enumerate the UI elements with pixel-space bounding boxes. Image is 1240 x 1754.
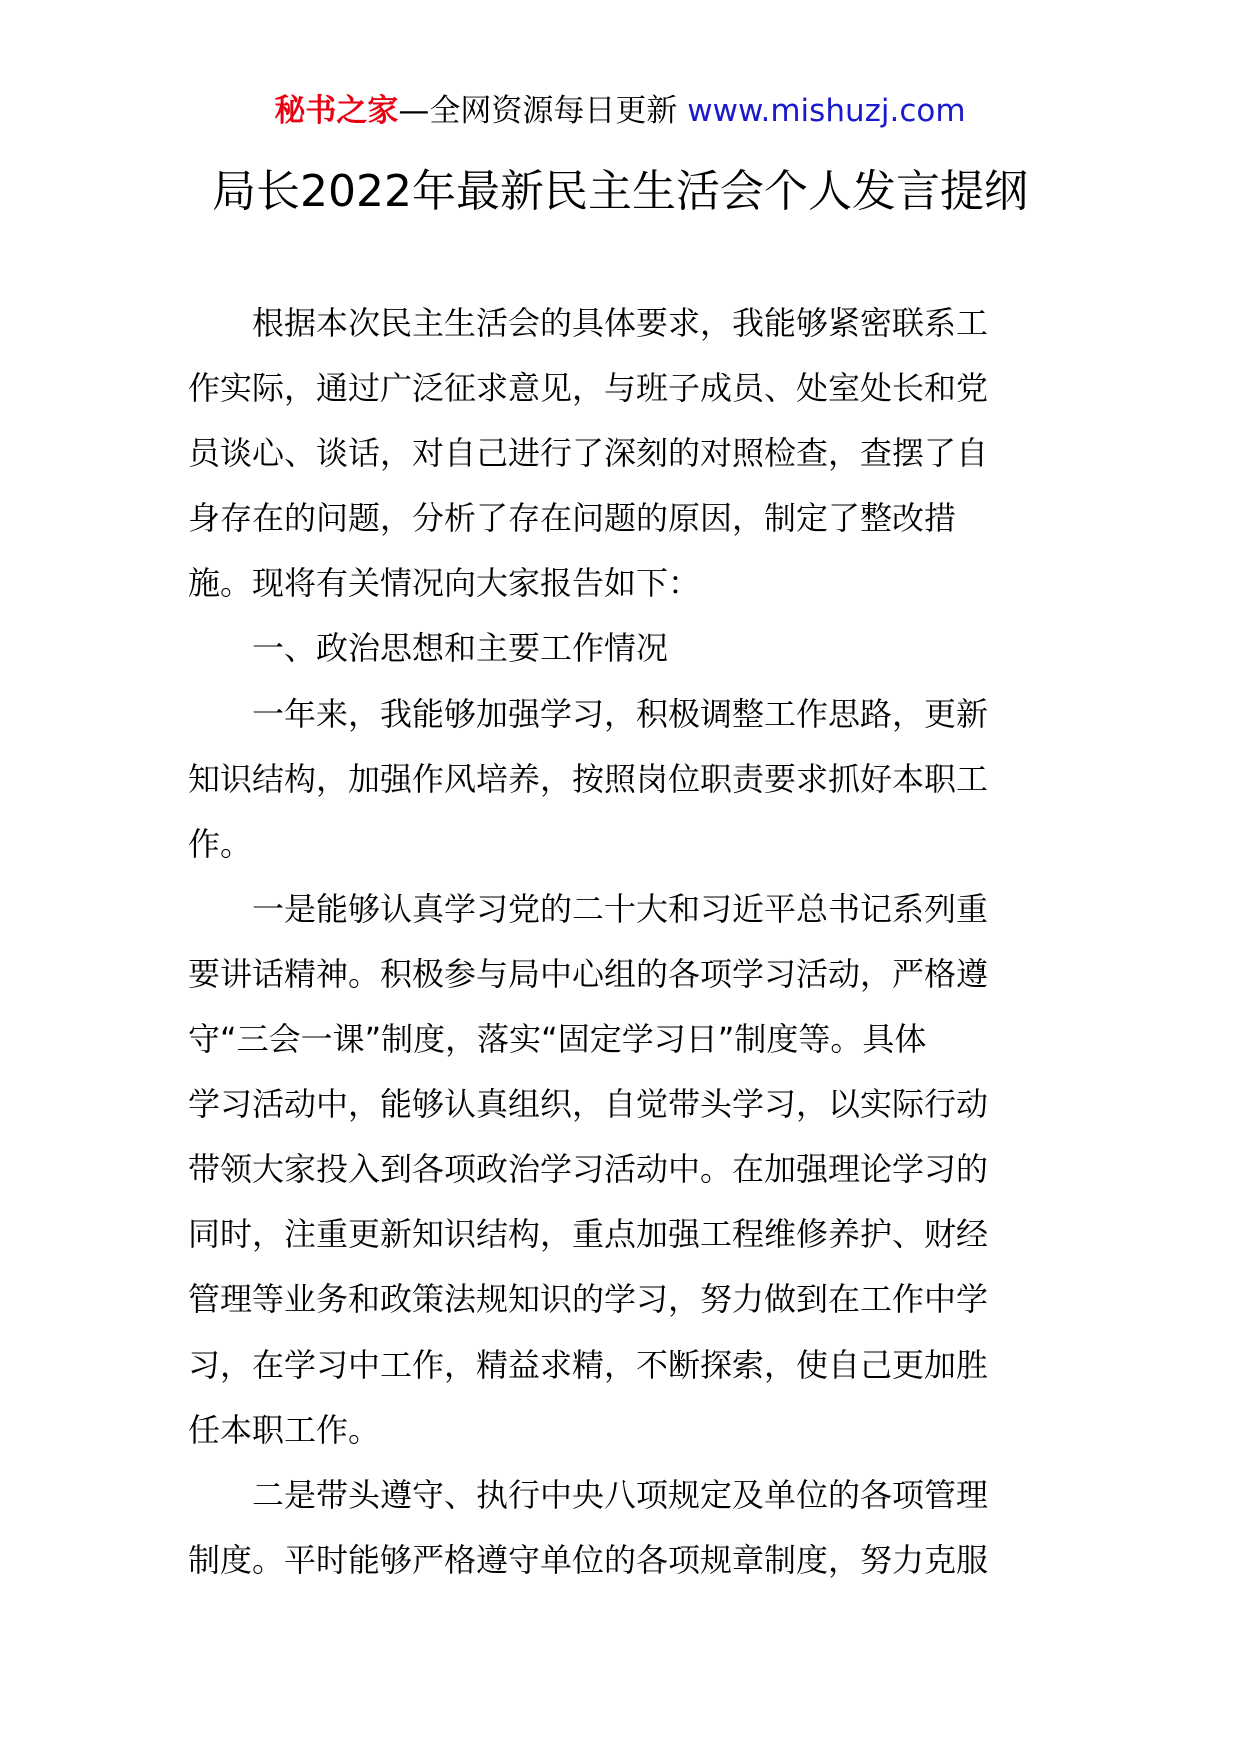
para-point-one-line-7: 管理等业务和政策法规知识的学习，努力做到在工作中学 — [188, 1280, 989, 1319]
para-intro-line-5: 施。现将有关情况向大家报告如下： — [188, 564, 701, 603]
header-tagline: —全网资源每日更新 — [398, 93, 688, 129]
para-point-one-line-9: 任本职工作。 — [188, 1410, 381, 1449]
para-point-one-line-4: 学习活动中，能够认真组织，自觉带头学习，以实际行动 — [188, 1085, 989, 1124]
para-point-one-line-5: 带领大家投入到各项政治学习活动中。在加强理论学习的 — [188, 1150, 989, 1189]
site-header — [0, 88, 1240, 134]
para-intro-line-4: 身存在的问题，分析了存在问题的原因，制定了整改措 — [188, 499, 957, 538]
para-overview-line-1: 一年来，我能够加强学习，积极调整工作思路，更新 — [252, 694, 989, 733]
para-point-one-line-3: 守“三会一课”制度，落实“固定学习日”制度等。具体 — [188, 1020, 927, 1059]
site-url[interactable]: www.mishuzj.com — [687, 93, 966, 129]
brand-name: 秘书之家 — [274, 93, 399, 129]
section-heading: 一、政治思想和主要工作情况 — [252, 629, 669, 668]
para-intro-line-2: 作实际，通过广泛征求意见，与班子成员、处室处长和党 — [188, 369, 989, 408]
para-overview-line-3: 作。 — [188, 824, 253, 863]
para-overview-line-2: 知识结构，加强作风培养，按照岗位职责要求抓好本职工 — [188, 759, 989, 798]
para-intro-line-3: 员谈心、谈话，对自己进行了深刻的对照检查，查摆了自 — [188, 434, 989, 473]
para-point-one-line-2: 要讲话精神。积极参与局中心组的各项学习活动，严格遵 — [188, 954, 989, 993]
para-point-two-line-1: 二是带头遵守、执行中央八项规定及单位的各项管理 — [252, 1475, 989, 1514]
para-point-one-line-6: 同时，注重更新知识结构，重点加强工程维修养护、财经 — [188, 1215, 989, 1254]
para-intro-line-1: 根据本次民主生活会的具体要求，我能够紧密联系工 — [252, 304, 989, 342]
para-point-two-line-2: 制度。平时能够严格遵守单位的各项规章制度，努力克服 — [188, 1540, 989, 1579]
para-point-one-line-8: 习，在学习中工作，精益求精，不断探索，使自己更加胜 — [188, 1345, 989, 1384]
document-title: 局长2022年最新民主生活会个人发言提纲 — [212, 166, 1028, 217]
para-point-one-line-1: 一是能够认真学习党的二十大和习近平总书记系列重 — [252, 889, 989, 928]
document-body — [188, 291, 1058, 1593]
